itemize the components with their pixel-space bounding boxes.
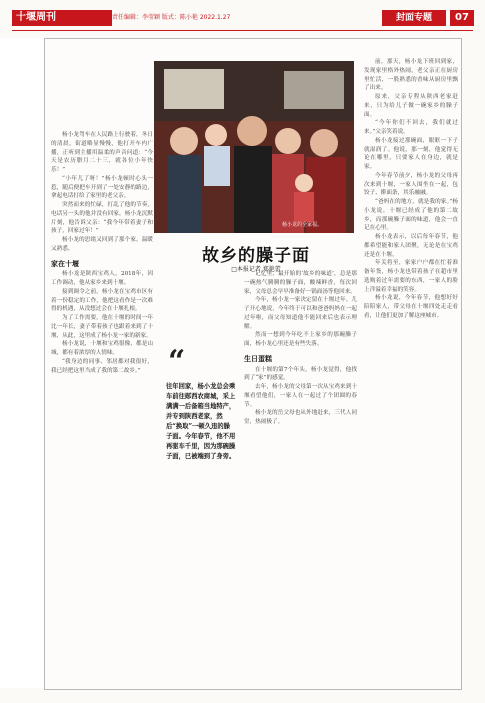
quote-mark-icon: “ bbox=[168, 344, 186, 379]
paragraph: “爸妈在的地方，就是我的家。”杨小龙说，十堰已经成了他的第二故乡，而那碗臊子面的味道，他会一直记在心里。 bbox=[364, 199, 458, 232]
photo-caption: 杨小龙的全家福。 bbox=[282, 222, 323, 228]
paragraph: 杨小龙接过那碗面，眼眶一下子就湿润了。他说，那一刻，他觉得无论在哪里，只要家人在身边，就是家。 bbox=[364, 137, 458, 170]
paragraph: 今年春节前夕，杨小龙的父母再次来到十堰，一家人围坐在一起，包饺子、擀面条，其乐融融。 bbox=[364, 172, 458, 197]
paragraph: 杨小龙表示，以后每年春节，他都希望能和家人团聚，无论是在宝鸡还是在十堰。 bbox=[364, 234, 458, 258]
paragraph: 为了工作需要，他在十堰的时间一年比一年长，妻子带着孩子也跟着来到了十堰，从此，这里成了杨小龙一家的新家。 bbox=[51, 315, 153, 339]
header-rule bbox=[12, 30, 473, 31]
article-column-4 bbox=[364, 58, 458, 684]
article-column-1 bbox=[51, 131, 153, 683]
paragraph: 接到调令之前，杨小龙在宝鸡市区有着一份稳定的工作，他把这看作是一次难得的机遇，从没想过会在十堰扎根。 bbox=[51, 288, 153, 313]
subheading-home: 家在十堰 bbox=[51, 258, 79, 268]
family-photo-illustration bbox=[154, 61, 354, 233]
paragraph: 在十堰的第7个年头，杨小龙觉得，他找到了“家”的感觉。 bbox=[244, 366, 357, 382]
article-byline: □本报记者 郑艳蕾 bbox=[231, 266, 281, 273]
paragraph: 突然而来的忙碌，打乱了他的节奏，电话另一头的他并没有回家，杨小龙沉默片刻，他告诉父亲：“我今年带着妻子和孩子，回家过年！” bbox=[51, 202, 153, 235]
article-column-3 bbox=[244, 270, 357, 684]
paragraph: 去年，杨小龙的父母第一次从宝鸡来到十堰看望他们，一家人在一起过了个团圆的春节。 bbox=[244, 384, 357, 408]
page-header bbox=[0, 0, 485, 38]
page-number: 07 bbox=[450, 10, 474, 26]
paragraph: 今年，杨小龙一家决定留在十堰过年。儿子开心地说，今年终于可以和爸爸妈妈在一起过年啦，而父母知道他不能回来后也表示理解。 bbox=[244, 297, 357, 330]
paragraph: 杨小龙是陕西宝鸡人，2018年，因工作调动，他从家乡来到十堰。 bbox=[51, 271, 153, 286]
edition-meta: 责任编辑：李莹颖 版式：陈小艳 2022.1.27 bbox=[112, 14, 231, 21]
paragraph: 前，那天，杨小龙下班回到家，发现家里格外热闹，老父亲正在厨房里忙活，一股熟悉的香味从厨房里飘了出来。 bbox=[364, 59, 458, 92]
left-margin bbox=[0, 38, 44, 688]
paragraph: 杨小龙的岳父母也从外地赶来，三代人同堂，热闹极了。 bbox=[244, 410, 357, 425]
paragraph: 杨小龙说，十堰和宝鸡很像，都是山城，都有着浓厚的人情味。 bbox=[51, 341, 153, 356]
paragraph: 然而一想到今年吃不上家乡的那碗臊子面，杨小龙心里还是有些失落。 bbox=[244, 332, 357, 347]
article-title: 故乡的臊子面 bbox=[202, 246, 310, 266]
paragraph: “今年你们不回去，我们就过来。”父亲笑着说。 bbox=[364, 120, 458, 135]
paragraph: 杨小龙驾车在人民路上行驶着，冬日的清晨，街道略显慢慢，他打开车内广播，正听到主播用温柔的声音问道：“今天是农历腊月二十三，就各位小年快乐！” bbox=[51, 132, 153, 173]
section-label: 封面专题 bbox=[382, 10, 446, 26]
paragraph: “小年儿了呀！”杨小龙顿时心头一惹，随后便把车开到了一处安静的路边，拿起电话打给了家里的老父亲。 bbox=[51, 175, 153, 200]
paragraph: 年关将至，家家户户都在忙着准备年货，杨小龙也带着孩子在超市里选购着过年需要的东西，一家人的脸上洋溢着幸福的笑容。 bbox=[364, 260, 458, 293]
paragraph: 原来，父亲专程从陕西老家赶来，只为给儿子做一碗家乡的臊子面。 bbox=[364, 94, 458, 118]
subheading-cake: 生日蛋糕 bbox=[244, 353, 272, 363]
paragraph: 杨小龙的思绪又回到了那个家，温暖又熟悉。 bbox=[51, 237, 153, 252]
publication-masthead: 十堰周刊 bbox=[12, 10, 112, 26]
paragraph: 记忆里，最开始的‘故乡的味道’，总是那一碗热气腾腾的臊子面，酸辣鲜香，每次回家，父母总会早早准备好一锅面汤等他回来。 bbox=[244, 271, 357, 295]
family-photo bbox=[154, 61, 354, 233]
pull-quote: 往年回家，杨小龙总会乘车前往郧西农商城，采上满满一后备箱当地特产，并专到陕西老家，然后“换取”一顿久违的臊子面。今年春节，他不用再驱车千里，因为那碗臊子面，已被端到了身旁。 bbox=[166, 383, 236, 460]
paragraph: “我身边的同事、邻居都对我很好，我已经把这里当成了我的第二故乡。” bbox=[51, 358, 153, 374]
paragraph: 杨小龙说，今年春节，他想好好陪陪家人，带父母在十堰四处走走看看，让他们更加了解这座城市。 bbox=[364, 295, 458, 319]
